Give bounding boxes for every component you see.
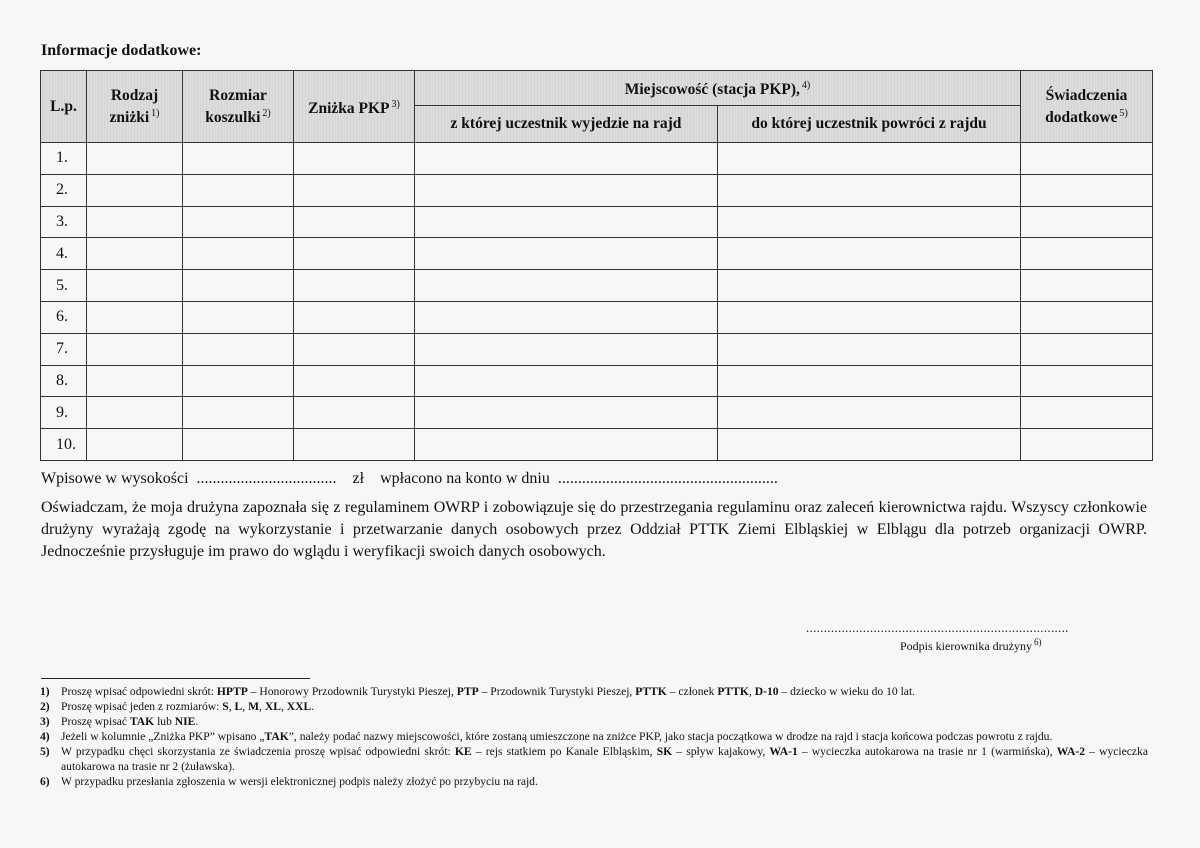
- footnote-ref: 2): [262, 107, 271, 119]
- table-cell[interactable]: [718, 301, 1021, 333]
- table-cell[interactable]: [87, 143, 183, 175]
- table-row: [41, 143, 1153, 175]
- table-cell[interactable]: [87, 429, 183, 461]
- table-cell[interactable]: [183, 174, 294, 206]
- table-row: [41, 333, 1153, 365]
- table-cell[interactable]: [294, 365, 415, 397]
- footnote-text: Proszę wpisać odpowiedni skrót: HPTP – Honorowy Przodownik Turystyki Pieszej, PTP – Przodownik Turystyki Pieszej, PTTK – członek PTTK, D-10 – dziecko w wieku do 10 lat.: [61, 685, 916, 698]
- header-miejscowosc: Miejscowość (stacja PKP), $^{4)}$: [415, 71, 1021, 106]
- footnote-ref: 1): [151, 107, 160, 119]
- table-cell[interactable]: [294, 333, 415, 365]
- table-row: [41, 301, 1153, 333]
- table-row: [41, 365, 1153, 397]
- table-row: [41, 238, 1153, 270]
- header-lp: L.p.: [41, 71, 87, 143]
- table-cell[interactable]: [415, 143, 718, 175]
- table-cell[interactable]: [183, 238, 294, 270]
- table-cell[interactable]: [294, 429, 415, 461]
- table-cell[interactable]: [294, 143, 415, 175]
- footnote-number: 5): [40, 745, 50, 758]
- footnote-item: [40, 714, 1148, 729]
- row-number: 3.: [41, 206, 87, 238]
- table-cell[interactable]: [87, 365, 183, 397]
- table-cell[interactable]: [183, 333, 294, 365]
- table-cell[interactable]: [87, 301, 183, 333]
- table-cell[interactable]: [718, 206, 1021, 238]
- footnotes: [40, 684, 1148, 789]
- table-cell[interactable]: [415, 174, 718, 206]
- participants-table: [40, 70, 1153, 461]
- table-cell[interactable]: [183, 270, 294, 302]
- table-cell[interactable]: [294, 270, 415, 302]
- table-cell[interactable]: [183, 397, 294, 429]
- signature-line: ..........................................................................: [806, 620, 1069, 635]
- table-cell[interactable]: [1021, 333, 1153, 365]
- row-number: 5.: [41, 270, 87, 302]
- footnote-item: [40, 729, 1148, 744]
- table-cell[interactable]: [183, 143, 294, 175]
- table-cell[interactable]: [718, 238, 1021, 270]
- declaration-text: Oświadczam, że moja drużyna zapoznała się z regulaminem OWRP i zobowiązuje się do przestrzegania regulaminu oraz zaleceń kierownictwa rajdu. Wszyscy członkowie drużyny wyrażają zgodę na wykorzystanie i przetwarzanie danych osobowych przez Oddział PTTK Ziemi Elbląskiej w Elblągu dla potrzeb organizacji OWRP. Jednocześnie przysługuje im prawo do wglądu i weryfikacji swoich danych osobowych.: [41, 499, 1147, 560]
- table-cell[interactable]: [87, 174, 183, 206]
- table-cell[interactable]: [1021, 270, 1153, 302]
- header-powrot: do której uczestnik powróci z rajdu: [718, 106, 1021, 143]
- table-cell[interactable]: [718, 174, 1021, 206]
- table-cell[interactable]: [294, 397, 415, 429]
- header-rodzaj-znizki: Rodzaj zniżki $^{1)}$: [87, 71, 183, 143]
- header-znizka-pkp: Zniżka PKP $^{3)}$: [294, 71, 415, 143]
- signature-label: Podpis kierownika drużyny $^{6)}$: [900, 637, 1042, 653]
- footnote-number: 6): [40, 775, 50, 788]
- footnote-item: [40, 774, 1148, 789]
- payment-line: Wpisowe w wysokości ................................... zł wpłacono na konto w dniu .......................................................: [41, 470, 778, 487]
- footnote-text: W przypadku przesłania zgłoszenia w wersji elektronicznej podpis należy złożyć po przybyciu na rajd.: [61, 775, 538, 788]
- table-row: [41, 270, 1153, 302]
- table-cell[interactable]: [415, 270, 718, 302]
- footnote-number: 3): [40, 715, 50, 728]
- footnote-divider: [41, 678, 310, 679]
- table-cell[interactable]: [1021, 301, 1153, 333]
- table-cell[interactable]: [294, 238, 415, 270]
- row-number: 9.: [41, 397, 87, 429]
- footnote-ref: 3): [391, 98, 400, 110]
- table-cell[interactable]: [87, 333, 183, 365]
- table-cell[interactable]: [294, 206, 415, 238]
- table-cell[interactable]: [183, 301, 294, 333]
- table-cell[interactable]: [1021, 397, 1153, 429]
- footnote-item: [40, 744, 1148, 774]
- footnote-number: 1): [40, 685, 50, 698]
- footnote-text: Proszę wpisać jeden z rozmiarów: S, L, M, XL, XXL.: [61, 700, 315, 713]
- table-cell[interactable]: [87, 238, 183, 270]
- row-number: 7.: [41, 333, 87, 365]
- table-row: [41, 397, 1153, 429]
- table-cell[interactable]: [718, 365, 1021, 397]
- footnote-item: [40, 684, 1148, 699]
- table-cell[interactable]: [1021, 365, 1153, 397]
- table-cell[interactable]: [415, 365, 718, 397]
- table-cell[interactable]: [1021, 143, 1153, 175]
- table-cell[interactable]: [718, 333, 1021, 365]
- table-cell[interactable]: [718, 143, 1021, 175]
- table-cell[interactable]: [415, 397, 718, 429]
- row-number: 1.: [41, 143, 87, 175]
- footnote-ref: 4): [801, 80, 811, 91]
- footnote-text: W przypadku chęci skorzystania ze świadczenia proszę wpisać odpowiedni skrót: KE – rejs statkiem po Kanale Elbląskim, SK – spływ kajakowy, WA-1 – wycieczka autokarowa na trasie nr 1 (warmińska), WA-2 – wycieczka autokarowa na trasie nr 2 (żuławska).: [61, 745, 1148, 773]
- table-cell[interactable]: [1021, 206, 1153, 238]
- header-swiadczenia: Świadczenia dodatkowe $^{5)}$: [1021, 71, 1153, 143]
- footnote-number: 4): [40, 730, 50, 743]
- table-cell[interactable]: [415, 238, 718, 270]
- row-number: 4.: [41, 238, 87, 270]
- table-row: [41, 174, 1153, 206]
- table-cell[interactable]: [415, 429, 718, 461]
- row-number: 8.: [41, 365, 87, 397]
- table-cell[interactable]: [415, 333, 718, 365]
- table-cell[interactable]: [415, 206, 718, 238]
- table-cell[interactable]: [294, 301, 415, 333]
- table-cell[interactable]: [87, 206, 183, 238]
- footnote-number: 2): [40, 700, 50, 713]
- table-cell[interactable]: [415, 301, 718, 333]
- table-row: [41, 206, 1153, 238]
- table-cell[interactable]: [183, 206, 294, 238]
- section-title: Informacje dodatkowe:: [41, 42, 202, 59]
- table-cell[interactable]: [1021, 174, 1153, 206]
- header-rozmiar-koszulki: Rozmiar koszulki $^{2)}$: [183, 71, 294, 143]
- row-number: 2.: [41, 174, 87, 206]
- table-cell[interactable]: [294, 174, 415, 206]
- header-wyjazd: z której uczestnik wyjedzie na rajd: [415, 106, 718, 143]
- row-number: 6.: [41, 301, 87, 333]
- table-cell[interactable]: [183, 429, 294, 461]
- table-cell[interactable]: [1021, 429, 1153, 461]
- footnote-text: Jeżeli w kolumnie „Zniżka PKP” wpisano „TAK”, należy podać nazwy miejscowości, które zostaną umieszczone na zniżce PKP, jako stacja początkowa w drodze na rajd i stacja końcowa podczas powrotu z rajdu.: [61, 730, 1053, 743]
- footnote-text: Proszę wpisać TAK lub NIE.: [61, 715, 199, 728]
- table-cell[interactable]: [718, 429, 1021, 461]
- table-cell[interactable]: [87, 270, 183, 302]
- footnote-ref: 5): [1119, 107, 1128, 119]
- table-cell[interactable]: [1021, 238, 1153, 270]
- table-cell[interactable]: [718, 397, 1021, 429]
- row-number: 10.: [41, 429, 87, 461]
- table-cell[interactable]: [718, 270, 1021, 302]
- table-cell[interactable]: [183, 365, 294, 397]
- table-row: [41, 429, 1153, 461]
- table-cell[interactable]: [87, 397, 183, 429]
- footnote-item: [40, 699, 1148, 714]
